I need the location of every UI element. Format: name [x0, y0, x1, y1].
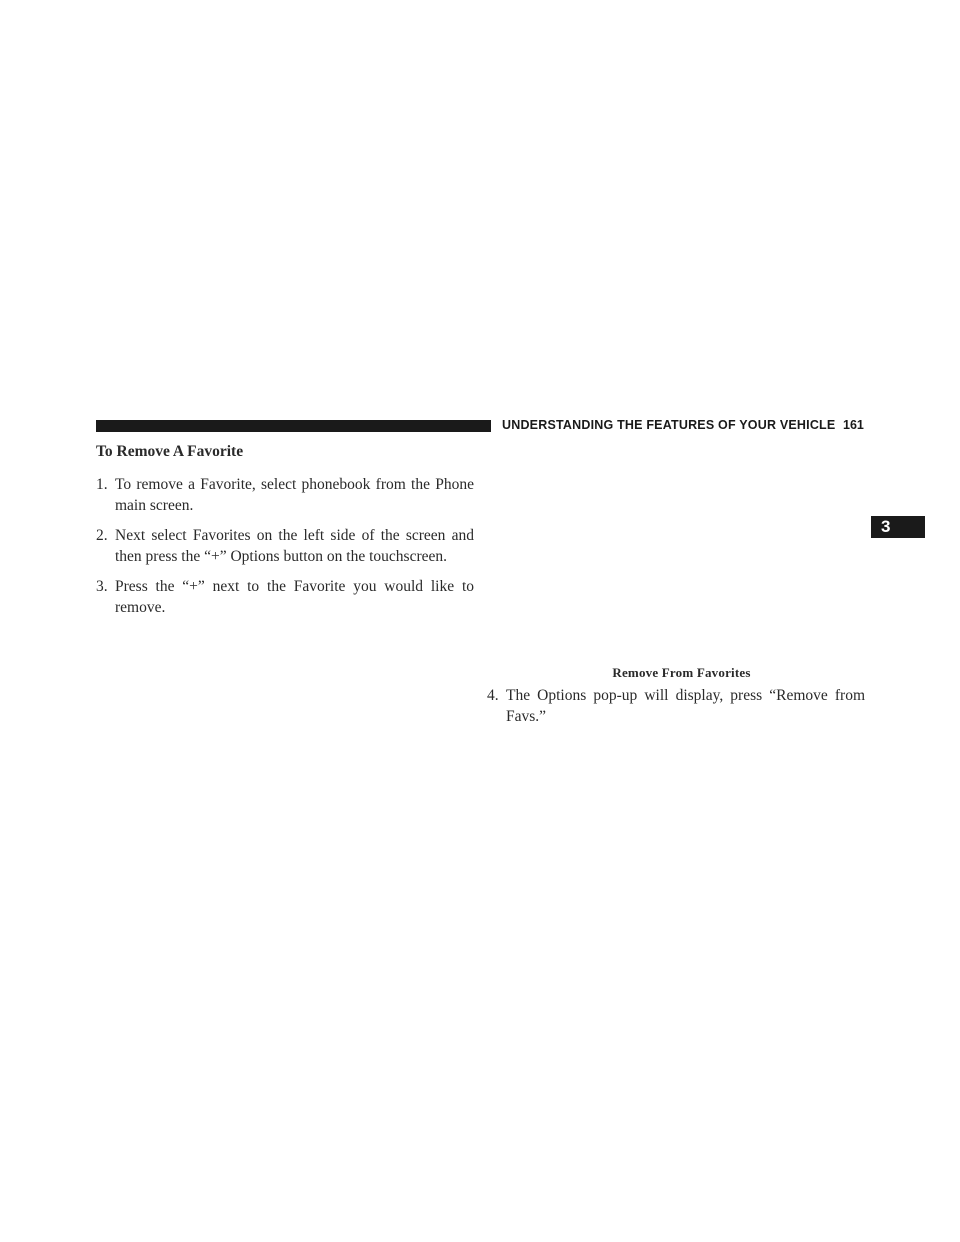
right-column: [487, 685, 865, 736]
step-text: The Options pop-up will display, press “Remove from Favs.”: [506, 687, 865, 725]
step-text: Press the “+” next to the Favorite you would like to remove.: [115, 578, 474, 616]
left-column: [96, 440, 474, 627]
figure-caption: Remove From Favorites: [612, 665, 751, 680]
chapter-tab: 3: [871, 516, 925, 538]
running-header-title: UNDERSTANDING THE FEATURES OF YOUR VEHICLE: [502, 418, 836, 432]
step-text: To remove a Favorite, select phonebook from the Phone main screen.: [115, 476, 474, 514]
step-number: 3.: [96, 578, 108, 595]
header-rule: [96, 420, 491, 432]
step-number: 2.: [96, 527, 108, 544]
step-3: [96, 576, 474, 618]
page-number: 161: [843, 418, 864, 432]
step-number: 4.: [487, 687, 499, 704]
step-1: [96, 474, 474, 516]
section-title: To Remove A Favorite: [96, 443, 244, 460]
step-text: Next select Favorites on the left side of the screen and then press the “+” Options button on the touchscreen.: [115, 527, 474, 565]
step-number: 1.: [96, 476, 108, 493]
step-4: [487, 685, 865, 727]
step-2: [96, 525, 474, 567]
